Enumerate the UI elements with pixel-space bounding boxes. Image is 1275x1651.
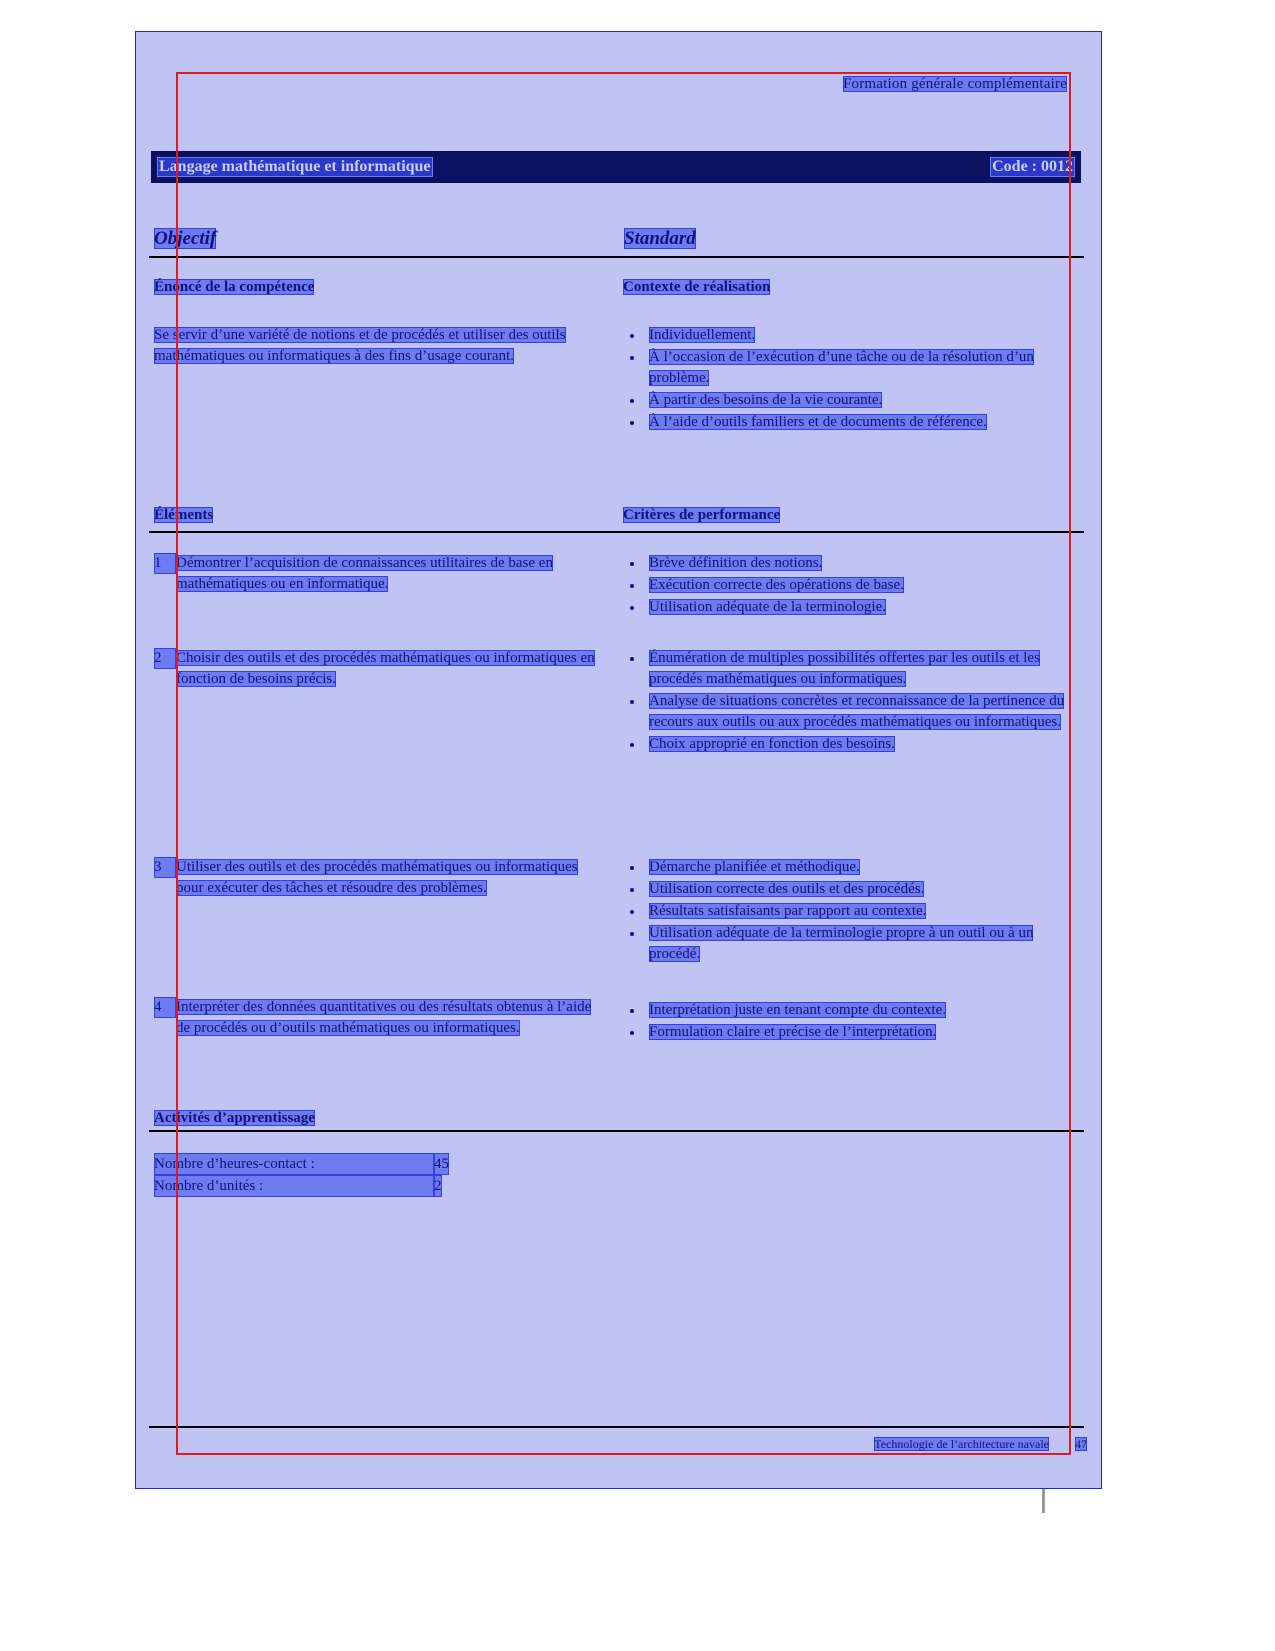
criteres-list — [623, 857, 1088, 966]
element-row — [154, 648, 599, 690]
list-item: À l’aide d’outils familiers et de documents de référence. — [623, 412, 1083, 433]
list-item: Interprétation juste en tenant compte du contexte. — [623, 1000, 1088, 1021]
divider-middle — [149, 531, 1084, 533]
competence-statement: Se servir d’une variété de notions et de procédés et utiliser des outils mathématiques ou informatiques à des fins d’usage courant. — [154, 327, 566, 364]
hours-contact-value: 45 — [434, 1153, 449, 1175]
list-item: À l’occasion de l’exécution d’une tâche ou de la résolution d’un problème. — [623, 347, 1083, 389]
enonce-label: Énoncé de la compétence — [154, 279, 315, 295]
element-text: Interpréter des données quantitatives ou des résultats obtenus à l’aide de procédés ou d’outils mathématiques ou informatiques. — [176, 999, 592, 1036]
contexte-list — [623, 325, 1083, 434]
list-item: Utilisation correcte des outils et des procédés. — [623, 879, 1088, 900]
list-item: Énumération de multiples possibilités offertes par les outils et les procédés mathématiques ou informatiques. — [623, 648, 1088, 690]
element-number: 1 — [154, 553, 176, 574]
document-page — [135, 31, 1102, 1489]
units-row — [154, 1175, 442, 1197]
hours-contact-label: Nombre d’heures-contact : — [154, 1153, 434, 1175]
list-item: À partir des besoins de la vie courante. — [623, 390, 1083, 411]
page-header — [843, 76, 1067, 93]
divider-top — [149, 256, 1084, 258]
element-number: 4 — [154, 997, 176, 1018]
element-row — [154, 997, 599, 1039]
element-row — [154, 553, 599, 595]
page-content — [144, 32, 1095, 1488]
units-label: Nombre d’unités : — [154, 1175, 434, 1197]
criteres-list — [623, 648, 1088, 756]
contexte-label: Contexte de réalisation — [623, 279, 771, 295]
hours-contact-row — [154, 1153, 449, 1175]
divider-activites — [149, 1130, 1084, 1132]
element-text: Utiliser des outils et des procédés mathématiques ou informatiques pour exécuter des tâches et résoudre des problèmes. — [176, 859, 578, 896]
criteres-label: Critères de performance — [623, 507, 781, 523]
element-text: Démontrer l’acquisition de connaissances utilitaires de base en mathématiques ou en informatique. — [176, 555, 553, 592]
page-footer — [874, 1437, 1087, 1452]
units-value: 2 — [434, 1175, 442, 1197]
list-item: Analyse de situations concrètes et reconnaissance de la pertinence du recours aux outils ou aux procédés mathématiques ou informatiques. — [623, 691, 1088, 733]
competence-code: Code : 0012 — [992, 158, 1073, 175]
footer-program: Technologie de l’architecture navale — [874, 1437, 1049, 1451]
list-item: Démarche planifiée et méthodique. — [623, 857, 1088, 878]
element-row — [154, 857, 599, 899]
competence-title: Langage mathématique et informatique — [159, 158, 431, 175]
divider-footer — [149, 1426, 1084, 1428]
element-text: Choisir des outils et des procédés mathématiques ou informatiques en fonction de besoins précis. — [176, 650, 595, 687]
criteres-list — [623, 553, 1088, 619]
header-title: Formation générale complémentaire — [842, 76, 1067, 92]
activites-label: Activités d’apprentissage — [154, 1110, 315, 1126]
element-number: 2 — [154, 648, 176, 669]
elements-label: Éléments — [154, 507, 214, 523]
list-item: Individuellement. — [623, 325, 1083, 346]
footer-page-number: 47 — [1075, 1437, 1087, 1451]
list-item: Choix approprié en fonction des besoins. — [623, 734, 1088, 755]
list-item: Résultats satisfaisants par rapport au contexte. — [623, 901, 1088, 922]
text-caret — [1042, 1489, 1045, 1513]
standard-heading: Standard — [624, 228, 696, 249]
list-item: Formulation claire et précise de l’interprétation. — [623, 1022, 1088, 1043]
list-item: Exécution correcte des opérations de base. — [623, 575, 1088, 596]
objectif-heading: Objectif — [154, 228, 217, 249]
element-number: 3 — [154, 857, 176, 878]
competence-title-bar — [151, 151, 1081, 183]
list-item: Brève définition des notions. — [623, 553, 1088, 574]
list-item: Utilisation adéquate de la terminologie propre à un outil ou à un procédé. — [623, 923, 1088, 965]
criteres-list — [623, 1000, 1088, 1044]
list-item: Utilisation adéquate de la terminologie. — [623, 597, 1088, 618]
